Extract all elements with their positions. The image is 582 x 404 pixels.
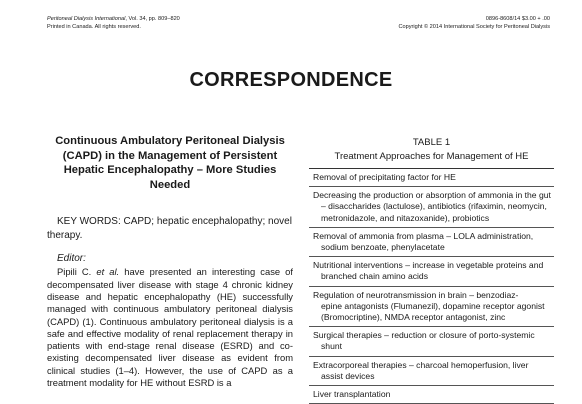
row-continuation: epine antagonists (Flumanezil), dopamine receptor agonist (Bromocriptine), NMDA receptor antagonist, zinc	[321, 300, 545, 323]
row-line: Nutritional interventions – increase in vegetable proteins and	[313, 260, 544, 271]
table-row	[309, 357, 554, 386]
et-al: et al.	[96, 266, 120, 278]
table-row	[309, 327, 554, 356]
copyright-notice: Copyright © 2014 International Society for Peritoneal Dialysis	[398, 24, 550, 30]
body-paragraph: have presented an interesting case of decompensated liver disease with stage 4 chronic kidney disease and hepatic encephalopathy (HE) successfully managed with continuous ambulatory peritoneal dialysis (CAPD) (1). Continuous ambulatory peritoneal dialysis is a safe and effective modality of renal replacement therapy in patients with end-stage renal disease (ESRD) and co-existing decompensated liver disease as evident from clinical studies (1–4). However, the use of CAPD as a treatment modality for HE without ESRD is a	[47, 266, 294, 389]
printed-notice: Printed in Canada. All rights reserved.	[47, 24, 141, 30]
row-line: Decreasing the production or absorption of ammonia in the gut	[313, 190, 551, 201]
table-row	[309, 287, 554, 328]
row-line: Surgical therapies – reduction or closure of porto-systemic	[313, 330, 535, 341]
row-continuation: sodium benzoate, phenylacetate	[321, 242, 445, 253]
salutation: Editor:	[57, 253, 86, 265]
row-line: Removal of ammonia from plasma – LOLA administration,	[313, 230, 534, 241]
table-caption: Treatment Approaches for Management of HE	[334, 151, 529, 162]
row-continuation: branched chain amino acids	[321, 271, 429, 282]
article-column	[47, 134, 293, 389]
volume-pages: , Vol. 34, pp. 809–820	[125, 16, 180, 22]
section-title: CORRESPONDENCE	[189, 69, 393, 91]
table-row	[309, 257, 554, 286]
article-body	[47, 266, 293, 389]
row-continuation: – disaccharides (lactulose), antibiotics (rifaximin, neomycin, metronidazole, and nitazoxanide), probiotics	[321, 201, 547, 223]
running-header-right	[398, 15, 550, 31]
issn-price: 0896-8608/14 $3.00 + .00	[485, 16, 550, 22]
row-line: Regulation of neurotransmission in brain – benzodiaz-	[313, 289, 519, 300]
table-column	[309, 137, 554, 404]
journal-name: Peritoneal Dialysis International	[47, 16, 126, 22]
table-row	[309, 386, 554, 404]
row-continuation: shunt	[321, 341, 343, 352]
treatment-table	[309, 168, 554, 404]
row-continuation: assist devices	[321, 370, 375, 381]
table-row	[309, 228, 554, 257]
keywords: KEY WORDS: CAPD; hepatic encephalopathy; novel therapy.	[47, 216, 292, 242]
row-line: Liver transplantation	[313, 389, 391, 400]
table-row	[309, 187, 554, 228]
running-header-left	[47, 15, 180, 31]
cited-author: Pipili C.	[57, 266, 92, 278]
row-line: Removal of precipitating factor for HE	[313, 172, 456, 182]
table-label: TABLE 1	[412, 137, 451, 148]
article-title: Continuous Ambulatory Peritoneal Dialysis (CAPD) in the Management of Persistent Hepatic Encephalopathy – More Studies Needed	[55, 135, 285, 191]
table-row	[309, 169, 554, 187]
row-line: Extracorporeal therapies – charcoal hemoperfusion, liver	[313, 359, 529, 370]
journal-citation	[47, 15, 180, 23]
